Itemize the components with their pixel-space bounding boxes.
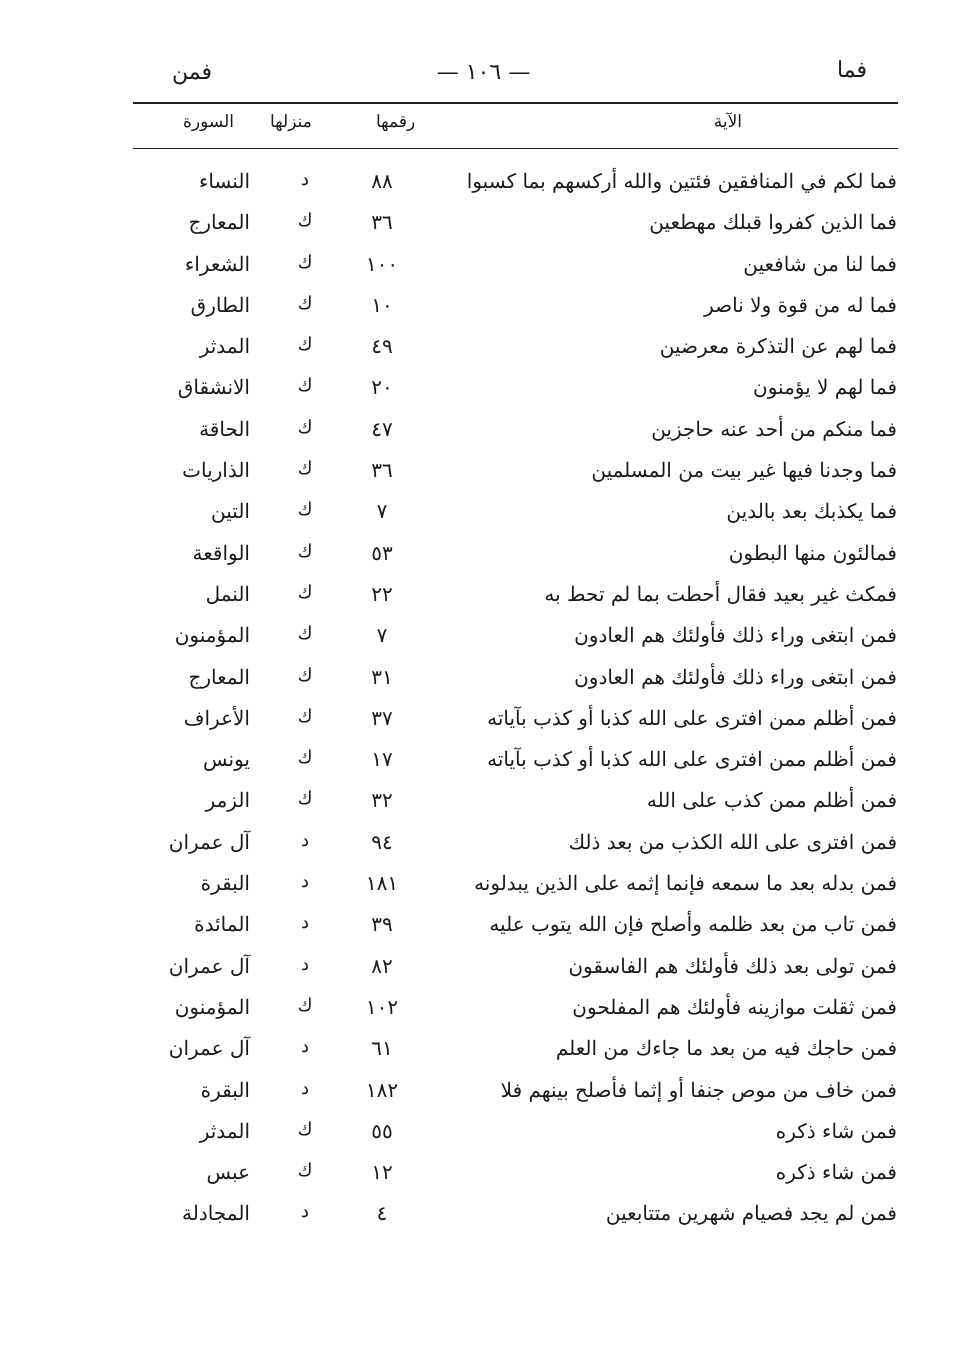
surah-cell: عبس — [206, 1160, 250, 1185]
place-cell: ك — [297, 210, 313, 232]
table-row — [0, 1072, 967, 1113]
surah-cell: البقرة — [200, 871, 250, 896]
surah-cell: المعارج — [188, 210, 250, 235]
number-cell: ٣٩ — [371, 912, 393, 937]
surah-cell: الواقعة — [192, 540, 250, 565]
ayah-cell: فمكث غير بعيد فقال أحطت بما لم تحط به — [544, 581, 897, 606]
ayah-cell: فمن لم يجد فصيام شهرين متتابعين — [605, 1201, 897, 1226]
ayah-cell: فمن أظلم ممن افترى على الله كذبا أو كذب بآياته — [487, 747, 897, 772]
left-catchword: فمن — [172, 60, 212, 85]
place-cell: د — [300, 912, 309, 934]
place-cell: ك — [297, 458, 313, 480]
number-cell: ٧ — [376, 623, 388, 648]
number-cell: ٥٥ — [371, 1118, 393, 1143]
ayah-cell: فمن شاء ذكره — [775, 1118, 897, 1143]
table-row — [0, 948, 967, 989]
surah-cell: المؤمنون — [174, 623, 250, 648]
place-cell: ك — [297, 788, 313, 810]
table-row — [0, 411, 967, 452]
number-cell: ٧ — [376, 499, 388, 524]
surah-cell: النساء — [198, 169, 250, 193]
surah-cell: الذاريات — [182, 458, 250, 483]
table-row — [0, 328, 967, 369]
surah-cell: التين — [211, 499, 250, 524]
place-cell: د — [300, 1036, 309, 1058]
place-cell: ك — [297, 623, 313, 645]
table-row — [0, 824, 967, 865]
table-row — [0, 659, 967, 700]
number-cell: ٦١ — [371, 1036, 393, 1061]
surah-cell: الحاقة — [199, 416, 250, 441]
ayah-cell: فمن ابتغى وراء ذلك فأولئك هم العادون — [574, 623, 897, 648]
column-headers — [0, 112, 967, 142]
number-cell: ٩٤ — [371, 829, 393, 854]
place-cell: ك — [297, 334, 313, 356]
surah-cell: يونس — [203, 747, 250, 772]
surah-cell: آل عمران — [168, 829, 250, 854]
place-cell: ك — [297, 705, 313, 727]
number-cell: ٣٧ — [371, 705, 393, 730]
place-cell: ك — [297, 251, 313, 273]
header-rule — [133, 148, 898, 149]
number-cell: ٤٩ — [371, 334, 393, 359]
table-row — [0, 576, 967, 617]
number-cell: ١٠ — [371, 292, 393, 317]
ayah-cell: فما لكم في المنافقين فئتين والله أركسهم بما كسبوا — [466, 169, 897, 193]
header-ayah: الآية — [713, 112, 742, 132]
ayah-cell: فما لنا من شافعين — [743, 251, 897, 276]
number-cell: ٤ — [376, 1201, 388, 1226]
ayah-cell: فمن بدله بعد ما سمعه فإنما إثمه على الذين يبدلونه — [474, 871, 897, 896]
ayah-cell: فمن أظلم ممن كذب على الله — [646, 788, 897, 813]
surah-cell: الشعراء — [184, 251, 250, 276]
ayah-cell: فما له من قوة ولا ناصر — [704, 292, 897, 317]
ayah-cell: فمن افترى على الله الكذب من بعد ذلك — [568, 829, 897, 854]
top-rule — [133, 102, 898, 104]
number-cell: ١٠٢ — [365, 994, 399, 1019]
table-row — [0, 741, 967, 782]
place-cell: ك — [297, 540, 313, 562]
table-row — [0, 865, 967, 906]
ayah-cell: فمن ابتغى وراء ذلك فأولئك هم العادون — [574, 664, 897, 689]
table-row — [0, 246, 967, 287]
ayah-cell: فمن أظلم ممن افترى على الله كذبا أو كذب بآياته — [487, 705, 897, 730]
table-row — [0, 369, 967, 410]
number-cell: ٣٢ — [371, 788, 393, 813]
table-row — [0, 163, 967, 204]
ayah-cell: فمن حاجك فيه من بعد ما جاءك من العلم — [555, 1036, 897, 1061]
number-cell: ٣١ — [371, 664, 393, 689]
place-cell: د — [300, 169, 309, 190]
number-cell: ١٨٢ — [365, 1077, 399, 1102]
table-row — [0, 906, 967, 947]
ayah-cell: فمن تاب من بعد ظلمه وأصلح فإن الله يتوب عليه — [489, 912, 897, 937]
running-head — [0, 58, 967, 98]
place-cell: د — [300, 871, 309, 893]
place-cell: د — [300, 1201, 309, 1223]
surah-cell: المعارج — [188, 664, 250, 689]
ayah-cell: فما لهم لا يؤمنون — [753, 375, 897, 400]
number-cell: ١٨١ — [365, 871, 399, 896]
header-place: منزلها — [270, 112, 312, 132]
table-row — [0, 1154, 967, 1195]
place-cell: ك — [297, 292, 313, 314]
number-cell: ٢٠ — [371, 375, 393, 400]
table-row — [0, 782, 967, 823]
header-number: رقمها — [376, 112, 416, 132]
ayah-cell: فما منكم من أحد عنه حاجزين — [651, 416, 897, 441]
surah-cell: المؤمنون — [174, 994, 250, 1019]
number-cell: ٨٨ — [371, 169, 393, 193]
ayah-cell: فمن خاف من موص جنفا أو إثما فأصلح بينهم فلا — [500, 1077, 897, 1102]
place-cell: ك — [297, 664, 313, 686]
surah-cell: النمل — [205, 581, 250, 606]
index-table — [0, 163, 967, 1237]
ayah-cell: فما لهم عن التذكرة معرضين — [659, 334, 897, 359]
place-cell: ك — [297, 416, 313, 438]
place-cell: ك — [297, 375, 313, 397]
place-cell: ك — [297, 1160, 313, 1182]
surah-cell: المائدة — [194, 912, 250, 937]
page-number: — ١٠٦ — — [436, 60, 531, 85]
number-cell: ١٢ — [371, 1160, 393, 1185]
number-cell: ٨٢ — [371, 953, 393, 978]
ayah-cell: فما الذين كفروا قبلك مهطعين — [649, 210, 897, 235]
number-cell: ١٧ — [371, 747, 393, 772]
surah-cell: الزمر — [205, 788, 250, 813]
ayah-cell: فمالئون منها البطون — [728, 540, 897, 565]
number-cell: ٣٦ — [371, 210, 393, 235]
surah-cell: آل عمران — [168, 953, 250, 978]
surah-cell: آل عمران — [168, 1036, 250, 1061]
table-row — [0, 1195, 967, 1236]
number-cell: ٤٧ — [371, 416, 393, 441]
place-cell: ك — [297, 747, 313, 769]
table-row — [0, 452, 967, 493]
table-row — [0, 989, 967, 1030]
table-row — [0, 1113, 967, 1154]
place-cell: ك — [297, 1118, 313, 1140]
place-cell: ك — [297, 499, 313, 521]
surah-cell: البقرة — [200, 1077, 250, 1102]
ayah-cell: فمن شاء ذكره — [775, 1160, 897, 1185]
right-catchword: فما — [837, 58, 867, 83]
surah-cell: المدثر — [199, 1118, 250, 1143]
surah-cell: الطارق — [190, 292, 250, 317]
surah-cell: الانشقاق — [177, 375, 250, 400]
table-row — [0, 287, 967, 328]
table-row — [0, 700, 967, 741]
place-cell: ك — [297, 581, 313, 603]
table-row — [0, 1030, 967, 1071]
table-row — [0, 535, 967, 576]
ayah-cell: فمن تولى بعد ذلك فأولئك هم الفاسقون — [568, 953, 897, 978]
ayah-cell: فما وجدنا فيها غير بيت من المسلمين — [591, 458, 897, 483]
place-cell: د — [300, 1077, 309, 1099]
number-cell: ٢٢ — [371, 581, 393, 606]
place-cell: ك — [297, 994, 313, 1016]
number-cell: ٣٦ — [371, 458, 393, 483]
surah-cell: المدثر — [199, 334, 250, 359]
table-row — [0, 617, 967, 658]
number-cell: ٥٣ — [371, 540, 393, 565]
surah-cell: المجادلة — [182, 1201, 250, 1226]
table-row — [0, 204, 967, 245]
number-cell: ١٠٠ — [365, 251, 399, 276]
surah-cell: الأعراف — [183, 705, 250, 730]
place-cell: د — [300, 829, 309, 851]
table-row — [0, 493, 967, 534]
header-surah: السورة — [183, 112, 234, 132]
place-cell: د — [300, 953, 309, 975]
ayah-cell: فمن ثقلت موازينه فأولئك هم المفلحون — [572, 994, 897, 1019]
ayah-cell: فما يكذبك بعد بالدين — [726, 499, 897, 524]
